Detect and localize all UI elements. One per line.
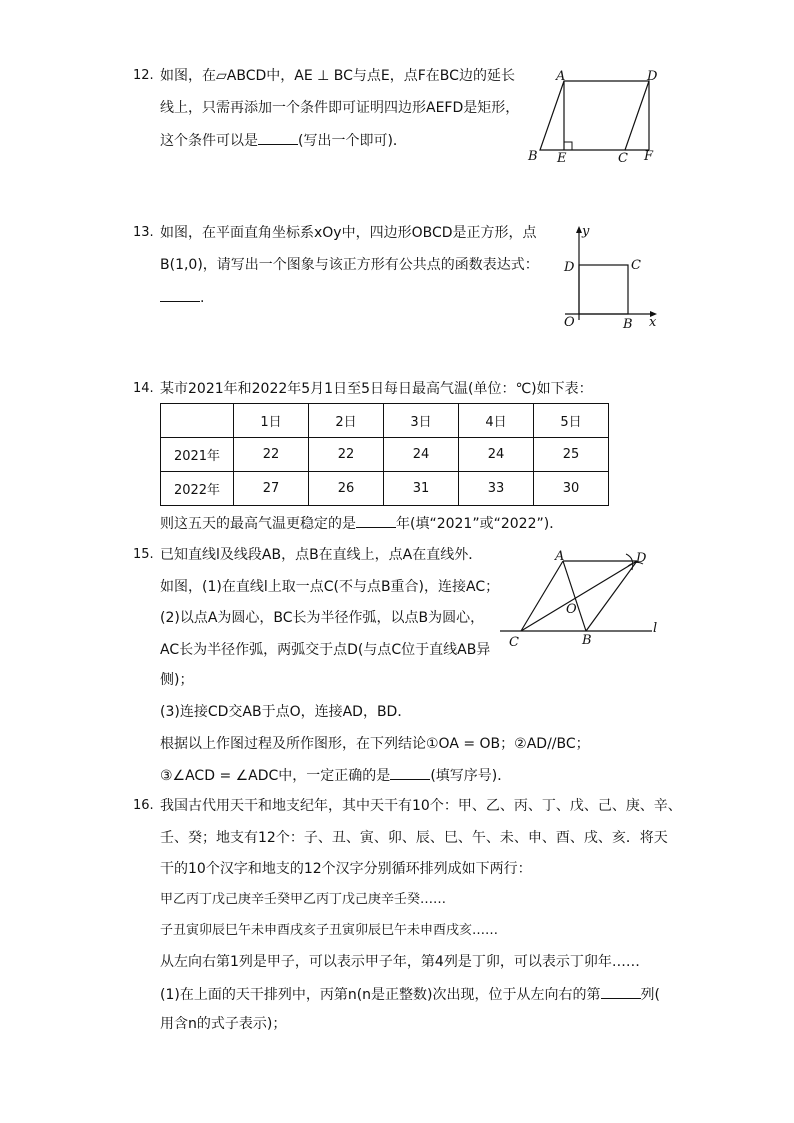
q16-line3: 干的10个汉字和地支的12个汉字分别循环排列成如下两行：	[160, 861, 532, 877]
q14-number: 14.	[133, 381, 154, 396]
q15-line3: (2)以点A为圆心，BC长为半径作弧，以点B为圆心，	[160, 610, 485, 626]
q15-answer-blank	[390, 765, 430, 780]
q12-label-c: C	[618, 151, 628, 166]
q16-line7a: (1)在上面的天干排列中，丙第n(n是正整数)次出现，位于从左向右的第	[160, 987, 601, 1003]
q12-answer-blank	[258, 130, 298, 145]
q13-label-y: y	[582, 224, 590, 239]
q14-answer-blank	[356, 513, 396, 528]
q12-label-b: B	[528, 149, 538, 164]
q15-label-b: B	[582, 633, 592, 648]
q14-after-a: 则这五天的最高气温更稳定的是	[160, 516, 356, 532]
q15-figure	[498, 548, 668, 653]
q14-after-b: 年(填“2021”或“2022”)．	[396, 516, 564, 532]
table-header-cell: 3日	[384, 404, 459, 438]
table-cell: 22	[234, 438, 309, 472]
q12-figure	[525, 68, 665, 168]
q13-line3	[160, 287, 204, 308]
table-header-cell: 1日	[234, 404, 309, 438]
q12-line3b: (写出一个即可)．	[298, 133, 407, 149]
table-cell: 30	[534, 472, 609, 506]
q13-label-b: B	[623, 317, 633, 332]
table-cell: 22	[309, 438, 384, 472]
q16-line7	[160, 984, 660, 1005]
q16-line2: 壬、癸；地支有12个：子、丑、寅、卯、辰、巳、午、未、申、酉、戌、亥．将天	[160, 830, 668, 846]
q13-label-x: x	[649, 315, 657, 330]
q15-line8b: (填写序号)．	[430, 768, 512, 784]
q16-line4: 甲乙丙丁戊己庚辛壬癸甲乙丙丁戊己庚辛壬癸……	[160, 892, 447, 907]
q15-line7: 根据以上作图过程及所作图形，在下列结论①OA = OB；②AD//BC；	[160, 736, 590, 752]
table-cell: 2022年	[161, 472, 234, 506]
q12-line3a: 这个条件可以是	[160, 133, 258, 149]
q15-line6: (3)连接CD交AB于点O，连接AD，BD．	[160, 704, 412, 720]
table-header-cell: 5日	[534, 404, 609, 438]
q15-label-d: D	[636, 551, 647, 566]
q12-number: 12.	[133, 68, 154, 83]
q15-line5: 侧)；	[160, 672, 194, 688]
temperature-table	[160, 403, 609, 506]
table-header-cell: 2日	[309, 404, 384, 438]
q15-line8	[160, 765, 511, 786]
table-row	[161, 472, 609, 506]
q15-label-c: C	[509, 635, 519, 650]
table-row	[161, 438, 609, 472]
q12-label-e: E	[557, 151, 567, 166]
q15-label-l: l	[653, 621, 658, 636]
table-cell: 31	[384, 472, 459, 506]
q12-label-a: A	[556, 69, 566, 84]
table-cell: 26	[309, 472, 384, 506]
q16-line1: 我国古代用天干和地支纪年，其中天干有10个：甲、乙、丙、丁、戊、己、庚、辛、	[160, 798, 682, 814]
q16-answer-blank	[601, 984, 641, 999]
q12-line2: 线上，只需再添加一个条件即可证明四边形AEFD是矩形，	[160, 100, 520, 116]
q13-figure	[560, 225, 670, 335]
q16-line7b: 列(	[640, 987, 660, 1003]
q12-line3	[160, 130, 407, 151]
table-cell: 2021年	[161, 438, 234, 472]
q16-line5: 子丑寅卯辰巳午未申酉戌亥子丑寅卯辰巳午未申酉戌亥……	[160, 923, 499, 938]
q15-line4: AC长为半径作弧，两弧交于点D(与点C位于直线AB异	[160, 642, 491, 658]
q14-after	[160, 513, 563, 534]
table-cell: 24	[384, 438, 459, 472]
q13-line1: 如图，在平面直角坐标系xOy中，四边形OBCD是正方形，点	[160, 225, 537, 241]
q16-line8: 用含n的式子表示)；	[160, 1016, 287, 1032]
q13-line2: B(1,0)，请写出一个图象与该正方形有公共点的函数表达式：	[160, 257, 539, 273]
table-cell: 33	[459, 472, 534, 506]
q13-answer-blank	[160, 287, 200, 302]
q13-label-c: C	[631, 258, 641, 273]
table-cell: 24	[459, 438, 534, 472]
q14-intro: 某市2021年和2022年5月1日至5日每日最高气温(单位：℃)如下表：	[160, 381, 593, 397]
q15-line1: 已知直线l及线段AB，点B在直线上，点A在直线外．	[160, 547, 483, 563]
table-cell: 27	[234, 472, 309, 506]
q13-number: 13.	[133, 225, 154, 240]
q15-line2: 如图，(1)在直线l上取一点C(不与点B重合)，连接AC；	[160, 579, 500, 595]
table-header-row	[161, 404, 609, 438]
table-cell: 25	[534, 438, 609, 472]
q15-label-a: A	[555, 549, 565, 564]
q13-label-d: D	[564, 260, 575, 275]
table-header-cell	[161, 404, 234, 438]
q12-label-f: F	[644, 149, 654, 164]
table-header-cell: 4日	[459, 404, 534, 438]
q12-label-d: D	[647, 69, 658, 84]
q16-number: 16.	[133, 798, 154, 813]
q15-line8a: ③∠ACD = ∠ADC中，一定正确的是	[160, 768, 391, 784]
q15-number: 15.	[133, 547, 154, 562]
q13-label-o: O	[564, 315, 575, 330]
q15-label-o: O	[566, 602, 577, 617]
q13-period: .	[200, 290, 205, 306]
q12-line1: 如图，在▱ABCD中，AE ⊥ BC与点E，点F在BC边的延长	[160, 68, 515, 84]
q16-line6: 从左向右第1列是甲子，可以表示甲子年，第4列是丁卯，可以表示丁卯年……	[160, 954, 640, 970]
